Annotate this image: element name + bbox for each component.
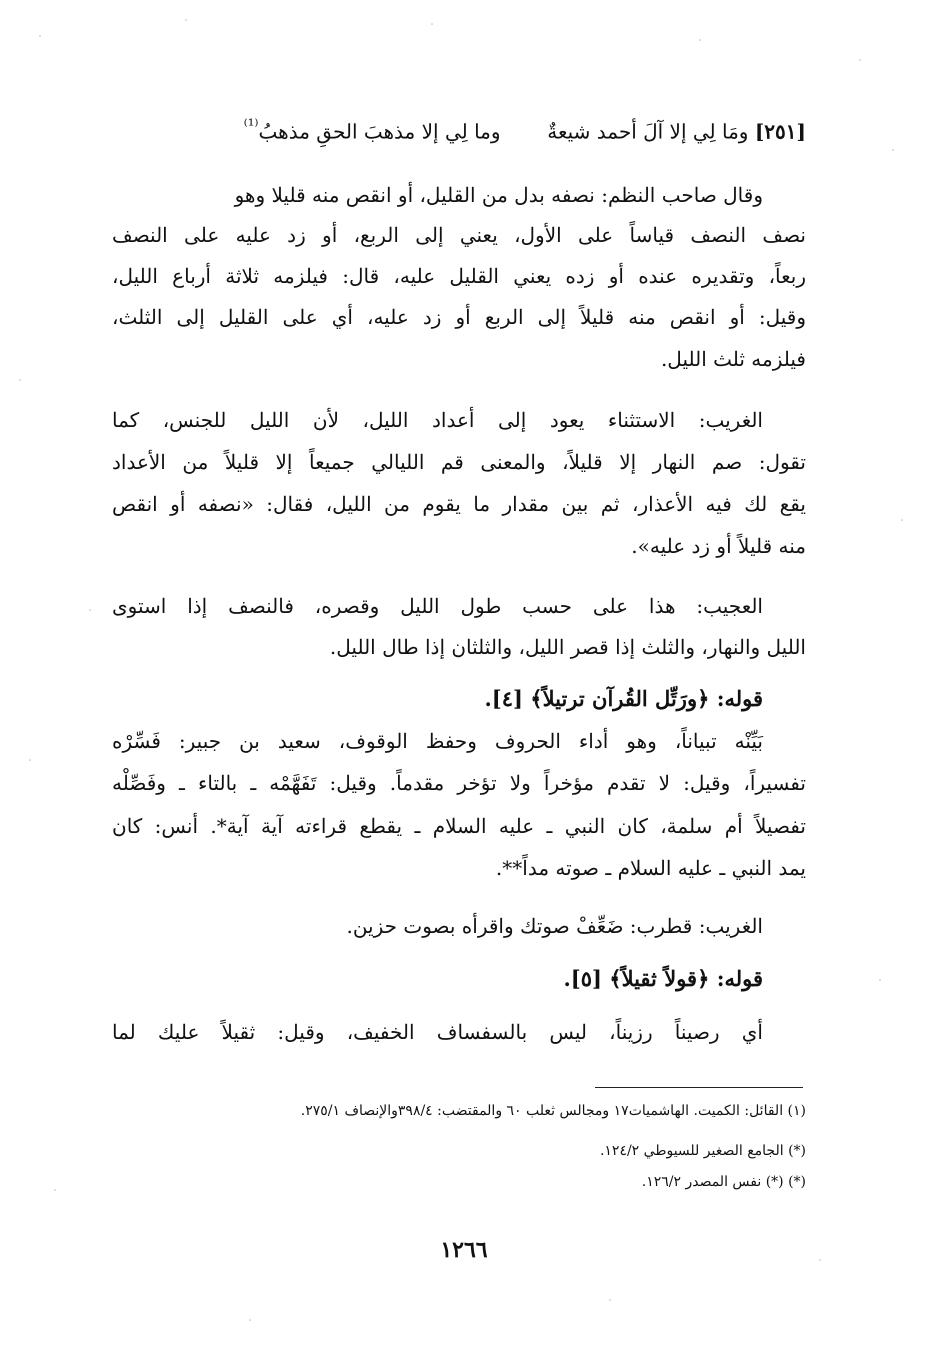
footnote-marker: ⁽¹⁾ — [243, 116, 259, 135]
paragraph-1-line-5: فيلزمه ثلث الليل. — [660, 347, 806, 371]
verse-heading-4: قوله: ﴿ورَتِّل القُرآن ترتيلاً﴾ [٤]. — [484, 686, 763, 711]
verse-first-hemistich: ومَا لِي إلا آلَ أحمد شيعةٌ — [547, 119, 749, 144]
paragraph-3-line-2: الليل والنهار، والثلث إذا قصر الليل، والثلثان إذا طال الليل. — [329, 635, 806, 659]
footnote-2: (*) الجامع الصغير للسيوطي ١٢٤/٢. — [599, 1143, 806, 1159]
paragraph-2-line-1: الغريب: الاستثناء يعود إلى أعداد الليل، لأن الليل للجنس، كما — [112, 408, 763, 432]
verse-number: [٢٥١] — [754, 119, 806, 144]
footnote-3: (*) (*) نفس المصدر ١٢٦/٢. — [641, 1174, 806, 1190]
page-number: ١٢٦٦ — [440, 1237, 488, 1263]
paragraph-2-line-3: يقع لك فيه الأعذار، ثم بين مقدار ما يقوم من الليل، فقال: «نصفه أو انقص — [112, 492, 806, 516]
paragraph-1-line-1: وقال صاحب النظم: نصفه بدل من القليل، أو انقص منه قليلا وهو — [234, 183, 763, 207]
paragraph-5: الغريب: قطرب: ضَعِّفْ صوتك واقرأه بصوت حزين. — [346, 914, 763, 938]
paragraph-4-line-2: تفسيراً، وقيل: لا تقدم مؤخراً ولا تؤخر مقدماً. وقيل: تَفَهَّمْه ـ بالتاء ـ وفَصِّلْه — [112, 771, 806, 795]
footnote-1: (١) القائل: الكميت. الهاشميات١٧ ومجالس ثعلب ٦٠ والمقتضب: ٣٩٨/٤والإنصاف ٢٧٥/١. — [300, 1103, 806, 1119]
paragraph-6-line-1: أي رصيناً رزيناً، ليس بالسفساف الخفيف، وقيل: ثقيلاً عليك لما — [112, 1020, 763, 1044]
verse-second-hemistich: وما لِي إلا مذهبَ الحقِ مذهبُ — [258, 119, 501, 144]
paragraph-4-line-1: بَيِّنْه تبياناً، وهو أداء الحروف وحفظ الوقوف، سعيد بن جبير: فَسِّرْه — [112, 729, 763, 753]
paragraph-4-line-3: تفصيلاً أم سلمة، كان النبي ـ عليه السلام ـ يقطع قراءته آية آية*. أنس: كان — [112, 814, 806, 838]
poetry-verse — [244, 118, 806, 142]
paragraph-3-line-1: العجيب: هذا على حسب طول الليل وقصره، فالنصف إذا استوى — [112, 594, 763, 618]
footnote-separator — [595, 1087, 803, 1088]
paragraph-2-line-2: تقول: صم النهار إلا قليلاً، والمعنى قم الليالي جميعاً إلا قليلاً من الأعداد — [112, 450, 806, 474]
paragraph-1-line-4: وقيل: أو انقص منه قليلاً إلى الربع أو زد عليه، أي على القليل إلى الثلث، — [112, 305, 806, 329]
verse-heading-5: قوله: ﴿قولاً ثقيلاً﴾ [٥]. — [563, 966, 763, 991]
paragraph-1-line-3: ربعاً، وتقديره عنده أو زده يعني القليل عليه، قال: فيلزمه ثلاثة أرباع الليل، — [112, 264, 806, 288]
paragraph-4-line-4: يمد النبي ـ عليه السلام ـ صوته مداً**. — [495, 856, 806, 880]
paragraph-1-line-2: نصف النصف قياساً على الأول، يعني إلى الربع، أو زد عليه على النصف — [112, 223, 806, 247]
paragraph-2-line-4: منه قليلاً أو زد عليه». — [631, 534, 806, 558]
